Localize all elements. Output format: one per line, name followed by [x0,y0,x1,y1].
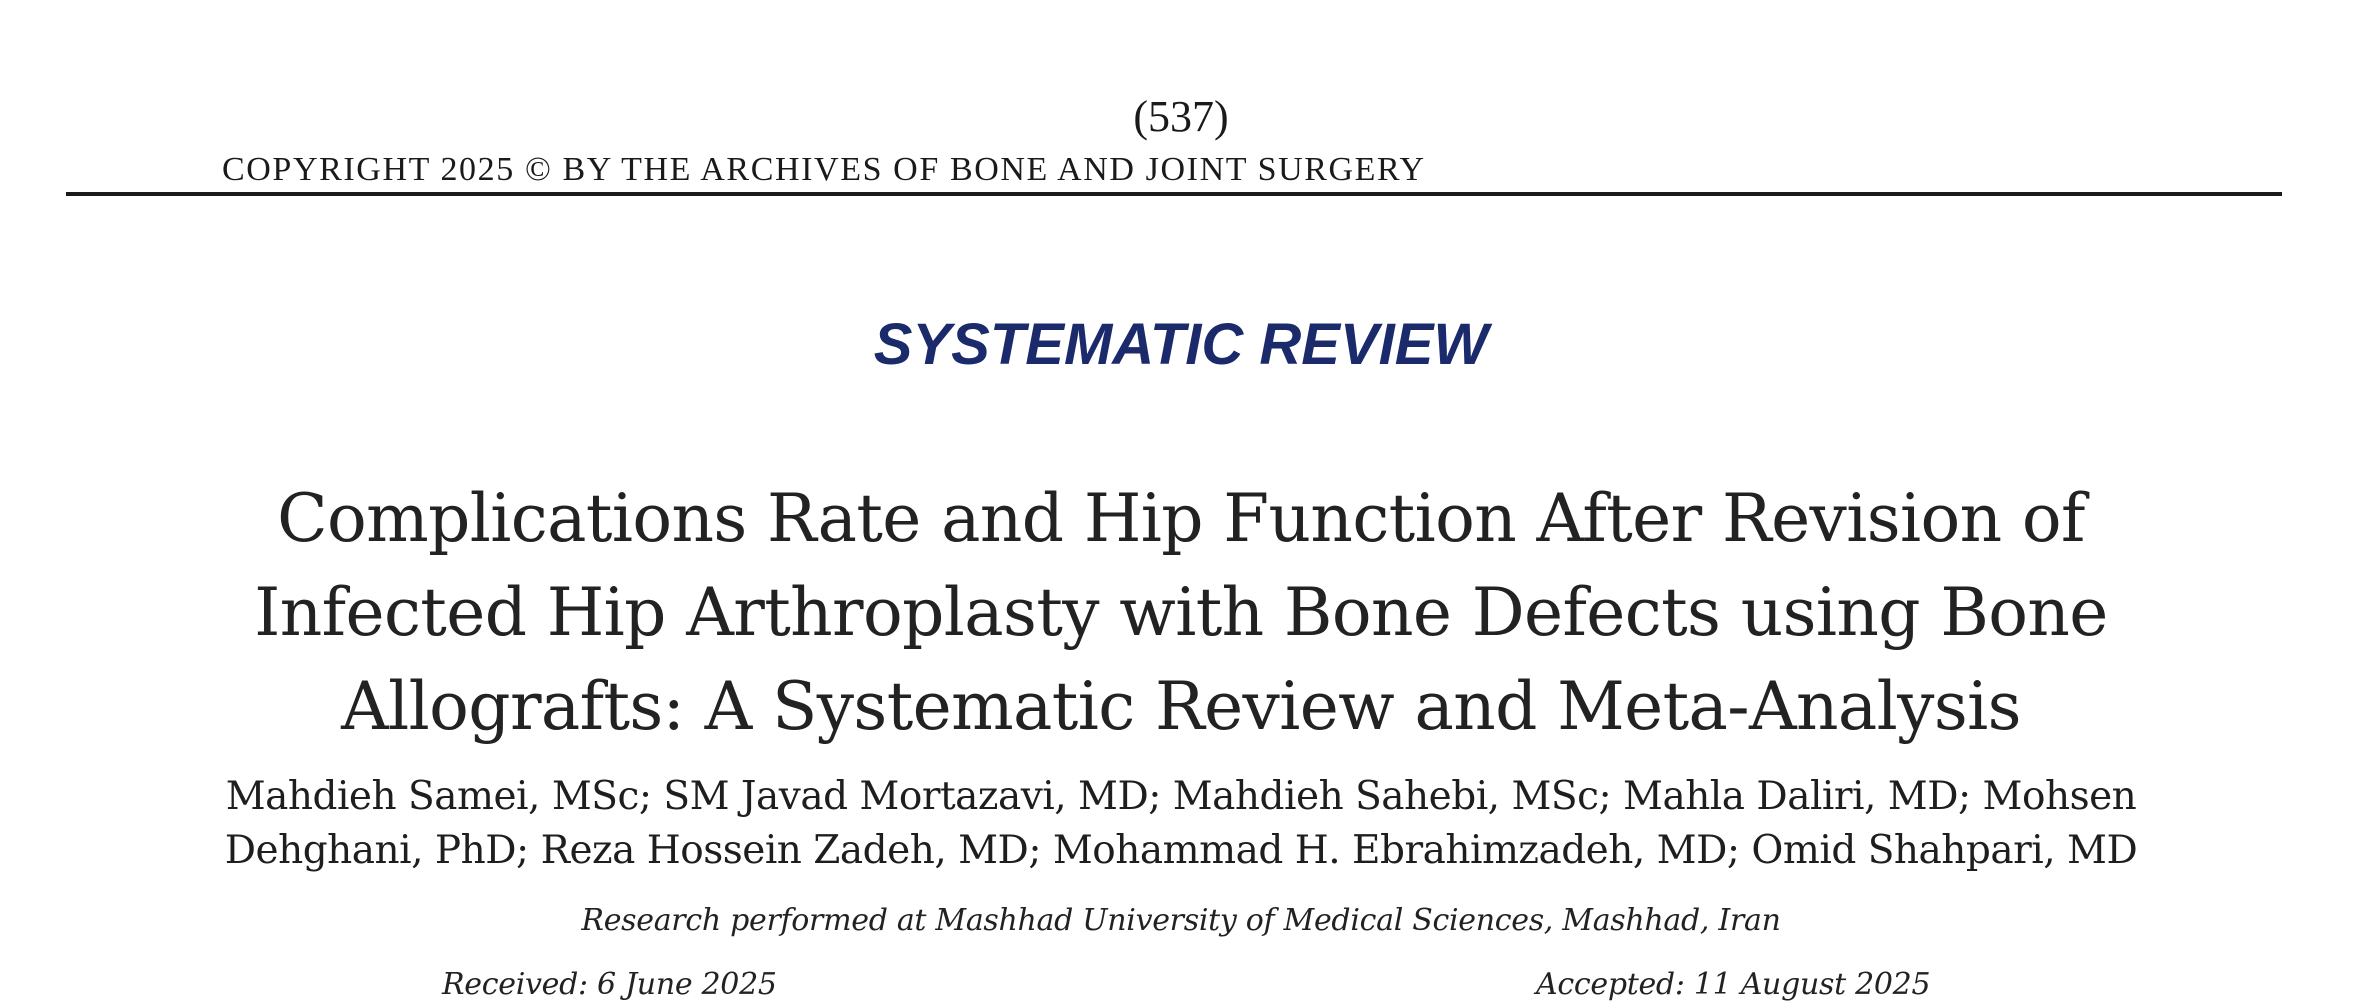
article-type-heading: SYSTEMATIC REVIEW [873,312,1489,377]
header-divider [66,192,2282,196]
author-line: Dehghani, PhD; Reza Hossein Zadeh, MD; Mohammad H. Ebrahimzadeh, MD; Omid Shahpari, MD [224,828,2138,873]
received-date: Received: 6 June 2025 [442,967,777,1002]
article-title [140,472,2222,754]
institution-note: Research performed at Mashhad University of Medical Sciences, Mashhad, Iran [581,903,1781,938]
article-title-line: Allografts: A Systematic Review and Meta-Analysis [341,668,2021,745]
article-title-line: Infected Hip Arthroplasty with Bone Defects using Bone [254,574,2108,651]
author-line: Mahdieh Samei, MSc; SM Javad Mortazavi, MD; Mahdieh Sahebi, MSc; Mahla Daliri, MD; Mohsen [225,774,2137,819]
author-list [180,770,2182,878]
accepted-date: Accepted: 11 August 2025 [1536,967,1931,1002]
page-number: (537) [1133,92,1229,141]
copyright-notice: COPYRIGHT 2025 © BY THE ARCHIVES OF BONE AND JOINT SURGERY [222,151,1426,188]
article-title-line: Complications Rate and Hip Function After Revision of [277,480,2085,557]
